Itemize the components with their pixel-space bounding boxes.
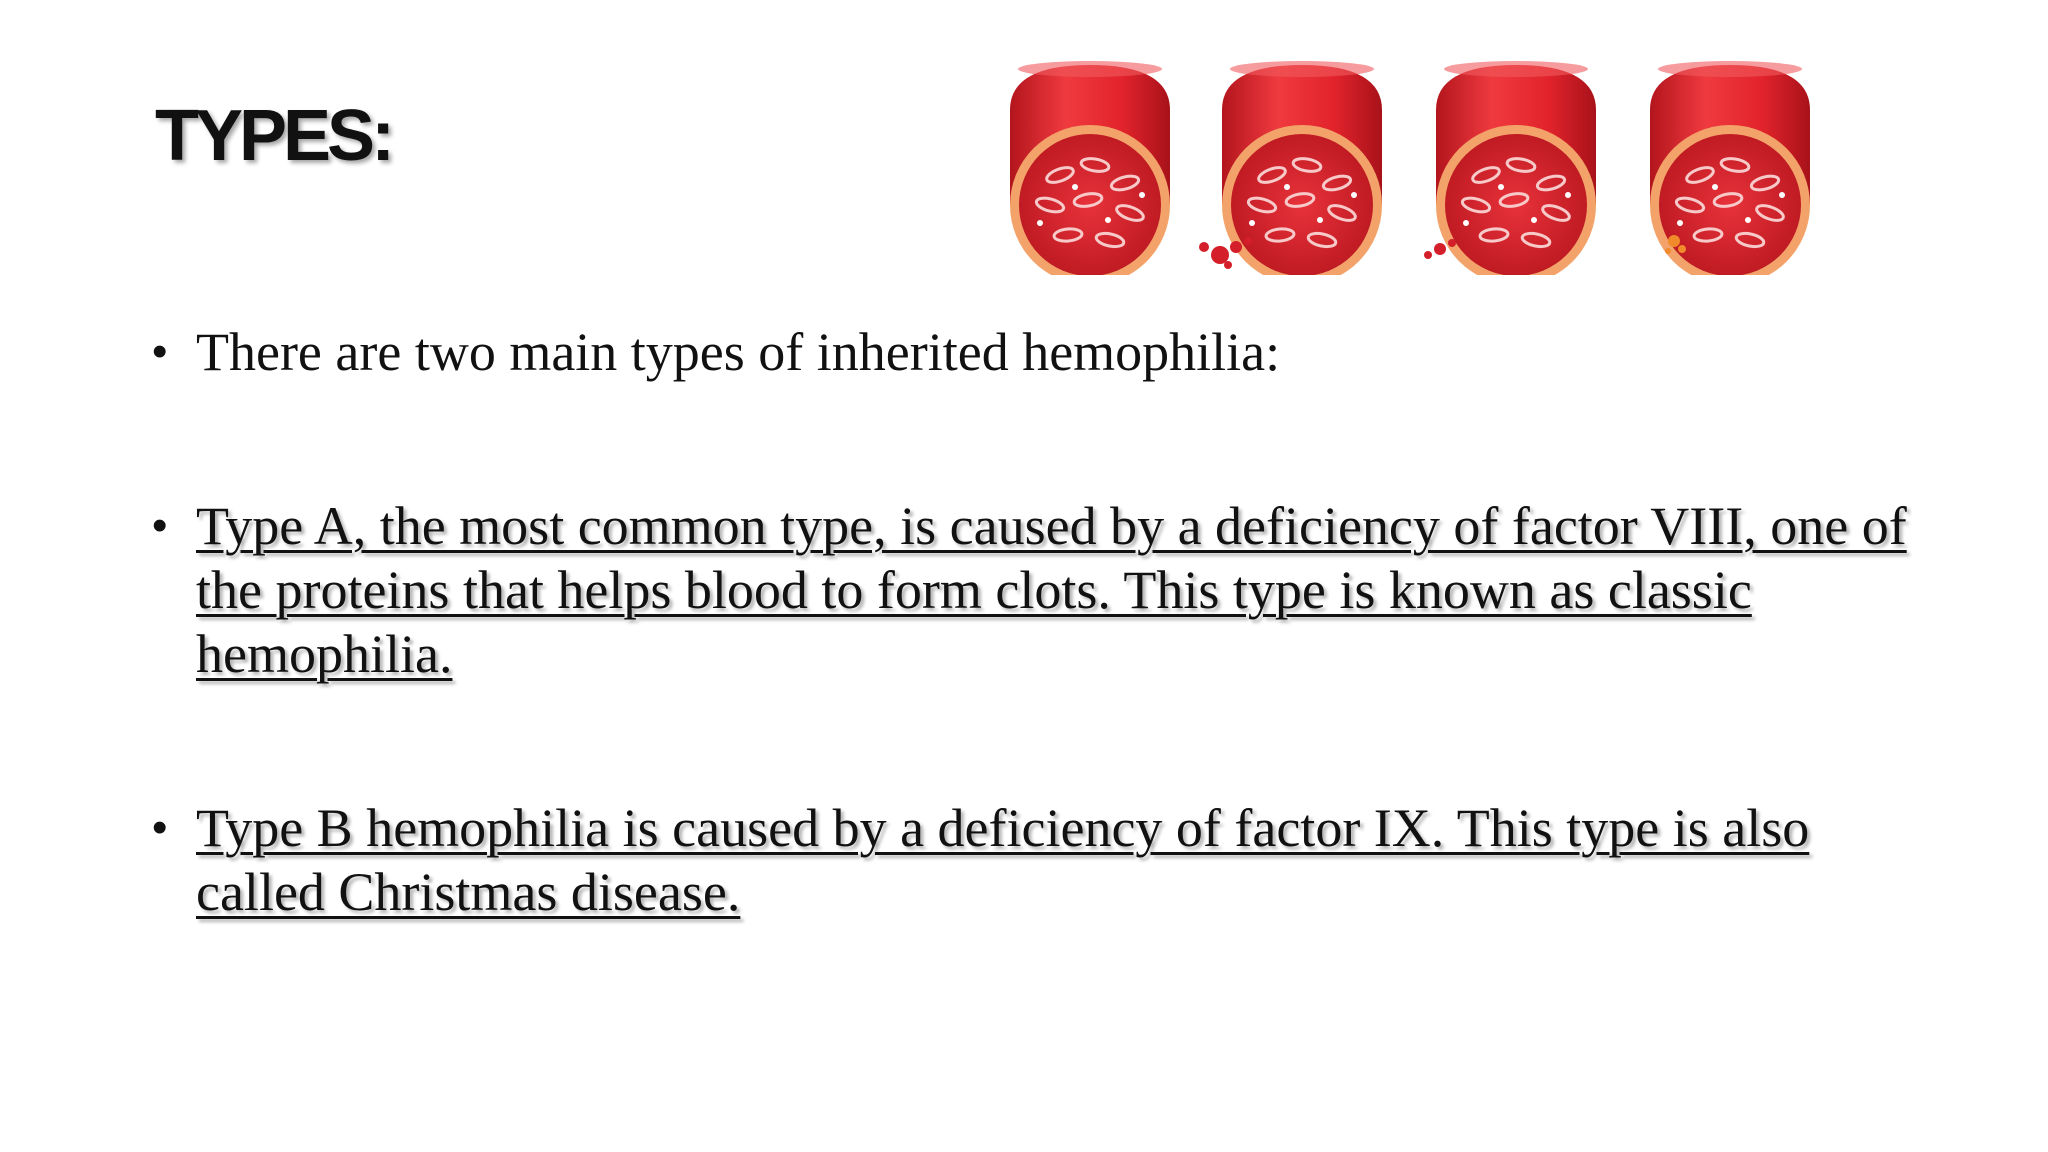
bullet-item [150,796,1930,924]
bullet-item [150,494,1930,686]
bullet-dot: • [152,803,168,852]
bullet-list [150,320,1930,924]
bullet-dot: • [152,327,168,376]
bullet-text-type-a: Type A, the most common type, is caused by a deficiency of factor VIII, one of the proteins that helps blood to form clots. This type is known as classic hemophilia. [196,496,1907,684]
bullet-text: There are two main types of inherited hemophilia: [196,322,1281,382]
slide-title: TYPES: [155,96,392,176]
blood-vessel-illustration [1000,55,1840,275]
bullet-text-type-b: Type B hemophilia is caused by a deficiency of factor IX. This type is also called Christmas disease. [196,798,1810,922]
vessel-icon-2 [1199,61,1382,275]
bullet-item [150,320,1930,384]
vessel-icon-1 [1010,61,1170,275]
vessel-icon-3 [1424,61,1596,275]
vessel-icon-4 [1650,61,1810,275]
bullet-dot: • [152,501,168,550]
